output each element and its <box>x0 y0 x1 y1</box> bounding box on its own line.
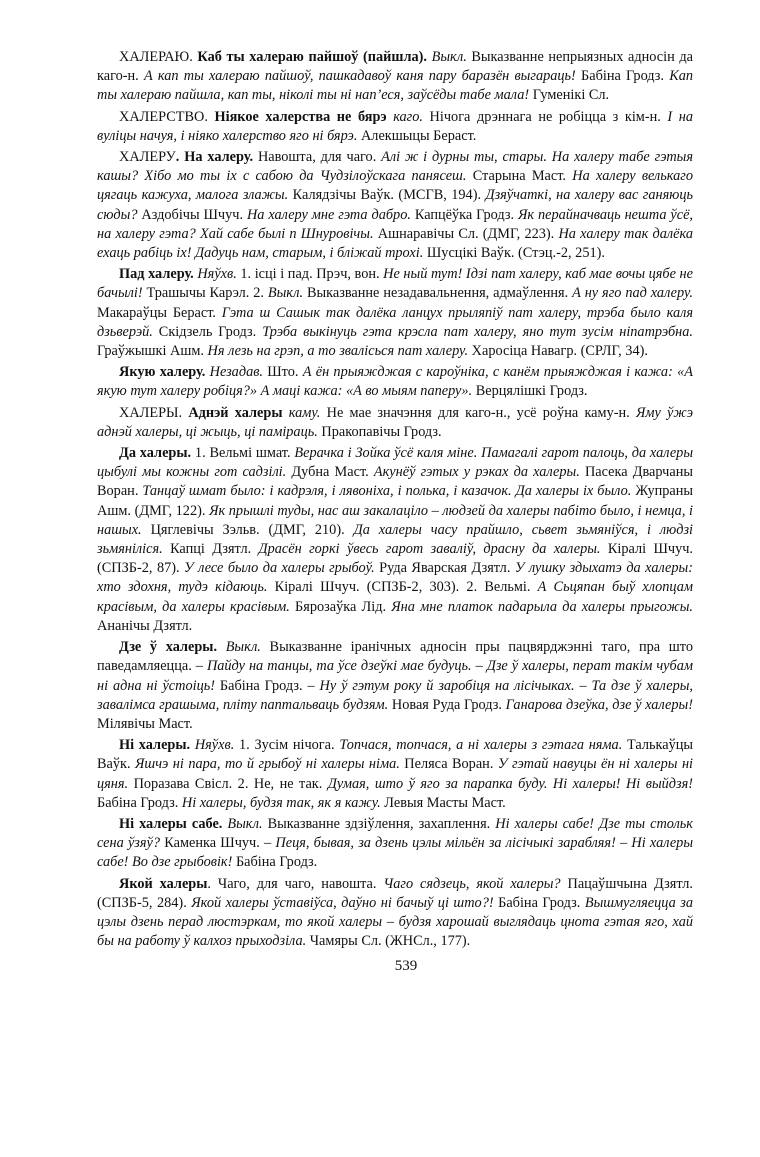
entry-text: Алекшыцы Бераст. <box>357 127 477 144</box>
entry-text: Пасека Дварчаны Воран. <box>97 464 693 500</box>
headword-phrase: Пад халеру. <box>119 266 194 283</box>
italic-text: Чаго сядзець, якой халеры? <box>383 875 561 892</box>
entry-text: Навошта, для чаго. <box>253 149 382 166</box>
entry-text: Харосіца Навагр. (СРЛГ, 34). <box>468 343 648 360</box>
italic-text: А кап ты халераю пайшоў, пашкадавоў каня пару баразён выгараць! <box>143 68 576 85</box>
dictionary-entry <box>97 48 693 106</box>
italic-text: Як перайначваць нешта ўсё, на халеру гэта? Хай сабе былі п Шнуровічы. <box>97 206 693 242</box>
entry-text: 1. Зусім нічога. <box>234 737 340 754</box>
entry-text: Скідзель Гродз. <box>152 323 263 340</box>
entry-text: ХАЛЕРАЮ. <box>119 49 198 65</box>
dictionary-entry <box>97 444 693 636</box>
entry-text: ХАЛЕРЫ. <box>119 404 189 421</box>
italic-text: А ён прыяжджая с кароўніка, с канём прыяжджая і кажа: «А якую тут халеру робіця?» А маці кажа: «А во мыям паперу». <box>97 364 693 400</box>
page-number: 539 <box>394 958 418 975</box>
italic-text: Як прышлі туды, нас аш закалаціло – людзей да халеры пабіто было, і немца, і нашых. <box>97 502 693 538</box>
italic-text: У лесе было да халеры грыбоў. <box>184 560 375 577</box>
headword-phrase: Ні халеры. <box>119 737 191 754</box>
italic-text: На халеру велькаго цягаць кажуха, малога злажы. <box>97 168 693 204</box>
entry-text: Гуменікі Сл. <box>529 87 610 104</box>
headword-phrase: Ні халеры сабе. <box>119 815 223 832</box>
dictionary-entry <box>97 265 693 361</box>
entry-text: Капці Дзятл. <box>162 541 259 558</box>
entry-text: Шусцікі Ваўк. (Стэц.-2, 251). <box>423 245 605 262</box>
entry-text: Новая Руда Гродз. <box>388 696 506 713</box>
italic-text: каго. <box>393 108 423 125</box>
italic-text: Ганарова дзеўка, дзе ў халеры! <box>505 696 693 713</box>
entry-text: Выказванне іранічных адносін пры пацвярджэнні таго, пра што паведамляецца. <box>97 639 693 675</box>
italic-text: – Ну ў гэтум року й заробіця на лісічыках. – Та дзе ў халеры, завалімса грашыма, пліту паптальваць будзям. <box>97 677 693 713</box>
entry-text: Мілявічы Маст. <box>97 715 193 732</box>
italic-text: Кап ты халераю пайшла, кап ты, ніколі ты ні нап’еся, заўсёды табе мала! <box>97 68 693 104</box>
entry-text: Бабіна Гродз. <box>215 677 308 694</box>
entry-text: Талькаўцы Ваўк. <box>97 737 693 773</box>
italic-text: У лушку здыхатэ да халеры: хто здохня, тудэ кідаюць. <box>97 560 693 596</box>
entry-text: Бабіна Гродз. <box>575 68 670 85</box>
italic-text: Няўхв. <box>194 737 235 754</box>
italic-text: І на вуліцы начуя, і ніяко халерство яго ні бярэ. <box>97 108 693 144</box>
entry-text: Жупраны Ашм. (ДМГ, 122). <box>97 483 693 519</box>
entry-text: 1. ісці і пад. Прэч, вон. <box>236 266 384 283</box>
italic-text: Акунёў гэтых у рэках да халеры. <box>373 464 580 481</box>
entry-text: Капцёўка Гродз. <box>410 206 518 223</box>
italic-text: Танцаў шмат было: і кадрэля, і лявоніха, і полька, і казачок. Да халеры іх было. <box>142 483 632 500</box>
dictionary-entry <box>97 815 693 873</box>
italic-text: Яшчэ ні пара, то й грыбоў ні халеры німа. <box>135 756 400 773</box>
headword-phrase: Аднэй халеры <box>188 404 283 421</box>
entries-container <box>97 48 693 951</box>
italic-text: Яна мне платок падарыла да халеры прыгожы. <box>391 598 693 615</box>
italic-text: На халеру мне гэта дабро. <box>246 206 411 223</box>
entry-text: Выказванне непрыязных адносін да каго-н. <box>97 49 693 85</box>
dictionary-entry <box>97 638 693 734</box>
italic-text: каму. <box>288 404 321 421</box>
italic-text: Верачка і Зойка ўсё каля міне. Памагалі гарот палоць, да халеры цыбулі мы кожны гот садзілі. <box>97 445 693 481</box>
entry-text: Руда Яварская Дзятл. <box>374 560 515 577</box>
dictionary-entry <box>97 875 693 952</box>
italic-text: – Пеця, бывая, за дзень цэлы мільён за лісічыкі зарабляя! – Ні халеры сабе! Во дзе грыбовік! <box>97 835 693 871</box>
entry-text: Ашнаравічы Сл. (ДМГ, 223). <box>373 225 559 242</box>
italic-text: Да халеры часу прайшло, сьвет зьмяніўся, і людзі зьмяніліся. <box>97 521 693 558</box>
italic-text: Ні халеры, будзя так, як я кажу. <box>181 794 381 811</box>
entry-text: Аздобічы Шчуч. <box>137 206 247 223</box>
italic-text: А ну яго пад халеру. <box>572 285 693 302</box>
italic-text: Не ный тут! Ідзі пат халеру, каб мае вочы цябе не бачылі! <box>97 266 693 302</box>
entry-text: Старына Маст. <box>466 168 573 185</box>
italic-text: – Пайду на танцы, та ўсе дзеўкі мае будуць. – Дзе ў халеры, перат такім чубам ні адна ні ўстоіць! <box>97 658 693 694</box>
italic-text: Трэба выкінуць гэта крэсла пат халеру, яно тут зусім ніпатрэбна. <box>262 323 693 340</box>
entry-text: Поразава Свісл. 2. Не, не так. <box>128 775 328 792</box>
italic-text: Выкл. <box>431 49 467 65</box>
italic-text: Якой халеры ўставіўса, даўно ні бачыў ці што?! <box>191 894 494 911</box>
entry-text: Левыя Масты Маст. <box>380 794 506 811</box>
italic-text: Выкл. <box>225 639 261 656</box>
headword-phrase: Да халеры. <box>119 445 192 462</box>
headword-phrase: Каб ты халераю пайшоў (пайшла). <box>197 49 427 65</box>
entry-text: Пацаўшчына Дзятл. (СПЗБ-5, 284). <box>97 875 693 911</box>
headword-phrase: Якую халеру. <box>119 364 206 381</box>
italic-text: Драсён горкі ўвесь гарот заваліў, драсну да халеры. <box>258 541 601 558</box>
entry-text: Калядзічы Ваўк. (МСГВ, 194). <box>288 187 486 204</box>
entry-text: Цяглевічы Зэльв. (ДМГ, 210). <box>141 521 354 538</box>
italic-text: А Сьцяпан быў хлопцам красівым, да халеры красівым. <box>97 579 694 615</box>
italic-text: Выкл. <box>227 815 263 832</box>
headword-phrase: Дзе ў халеры. <box>119 639 218 656</box>
dictionary-entry <box>97 363 693 401</box>
entry-text: Бабіна Гродз. <box>493 894 585 911</box>
italic-text: Ня лезь на грэп, а то звалісься пат халеру. <box>207 343 469 360</box>
entry-text: Каменка Шчуч. <box>160 835 265 852</box>
entry-text <box>217 639 226 655</box>
entry-text: Граўжышкі Ашм. <box>97 343 208 360</box>
entry-text: Дубна Маст. <box>286 464 374 481</box>
headword-phrase: Якой халеры <box>119 875 208 892</box>
entry-text: Што. <box>263 364 303 381</box>
italic-text: Алі ж і дурны ты, стары. На халеру табе гэтыя кашы? Хібо мо ты іх с сабою да Чудзілоўскага панясеш. <box>97 149 693 185</box>
dictionary-entry <box>97 108 693 146</box>
entry-text: Макараўцы Бераст. <box>97 304 222 321</box>
entry-text: 1. Вельмі шмат. <box>191 445 295 462</box>
entry-text: . Чаго, для чаго, навошта. <box>207 875 384 892</box>
headword-phrase: Ніякое халерства не бярэ <box>214 108 387 125</box>
italic-text: Няўхв. <box>197 266 237 283</box>
entry-text: Верцялішкі Гродз. <box>472 383 588 400</box>
italic-text: Вышмугляецца за цэлы дзень перад люстэркам, то якой халеры – будзя харошай выглядаць цнота гэтая яго, хай бы на работу ў калхоз прыходзіла. <box>97 894 693 950</box>
entry-text: ХАЛЕРСТВО. <box>119 108 215 125</box>
dictionary-entry <box>97 404 693 442</box>
italic-text: Думая, што ў яго за парапка буду. Ні халеры! Ні выйдзя! <box>327 775 693 792</box>
entry-text: Бабіна Гродз. <box>97 794 182 811</box>
headword-phrase: . На халеру. <box>175 149 254 166</box>
italic-text: Незадав. <box>209 364 263 381</box>
italic-text: На халеру так далёка ехаць рабіць іх! Дадуць нам, старым, і бліжай трохі. <box>97 225 693 262</box>
entry-text: Трашычы Карэл. 2. <box>142 285 268 302</box>
italic-text: Гэта ш Сашык так далёка ланцух прыляпіў пат халеру, трэба было каля дзьверэй. <box>97 304 693 340</box>
entry-text: Ананічы Дзятл. <box>97 617 193 634</box>
entry-text: Выказванне здзіўлення, захаплення. <box>262 815 496 832</box>
entry-text: Нічога дрэннага не робіцца з кім-н. <box>422 108 668 125</box>
italic-text: Топчася, топчася, а ні халеры з гэтага няма. <box>339 737 623 754</box>
entry-text: Пракопавічы Гродз. <box>317 423 442 440</box>
entry-text: Не мае значэння для каго-н., усё роўна каму-н. <box>320 404 636 421</box>
entry-text: Чамяры Сл. (ЖНСл., 177). <box>306 933 471 950</box>
entry-text: Бярозаўка Лід. <box>289 598 392 615</box>
entry-text: ХАЛЕРУ <box>119 149 176 166</box>
dictionary-entry <box>97 736 693 813</box>
dictionary-entry <box>97 148 693 263</box>
italic-text: Дзяўчаткі, на халеру вас ганяюць сюды? <box>97 187 693 223</box>
italic-text: У гэтай навуцы ён ні халеры ні цяня. <box>97 756 694 792</box>
entry-text: Кіралі Шчуч. (СПЗБ-2, 87). <box>97 541 693 577</box>
italic-text: Яму ўжэ аднэй халеры, ці жыць, ці паміраць. <box>97 404 694 440</box>
entry-text: Выказванне незадавальнення, адмаўлення. <box>303 285 573 302</box>
entry-text: Пеляса Воран. <box>399 756 498 773</box>
italic-text: Ні халеры сабе! Дзе ты стольк сена ўзяў? <box>97 815 693 852</box>
entry-text: Бабіна Гродз. <box>232 854 318 871</box>
entry-text: Кіралі Шчуч. (СПЗБ-2, 303). 2. Вельмі. <box>267 579 538 596</box>
italic-text: Выкл. <box>267 285 304 302</box>
